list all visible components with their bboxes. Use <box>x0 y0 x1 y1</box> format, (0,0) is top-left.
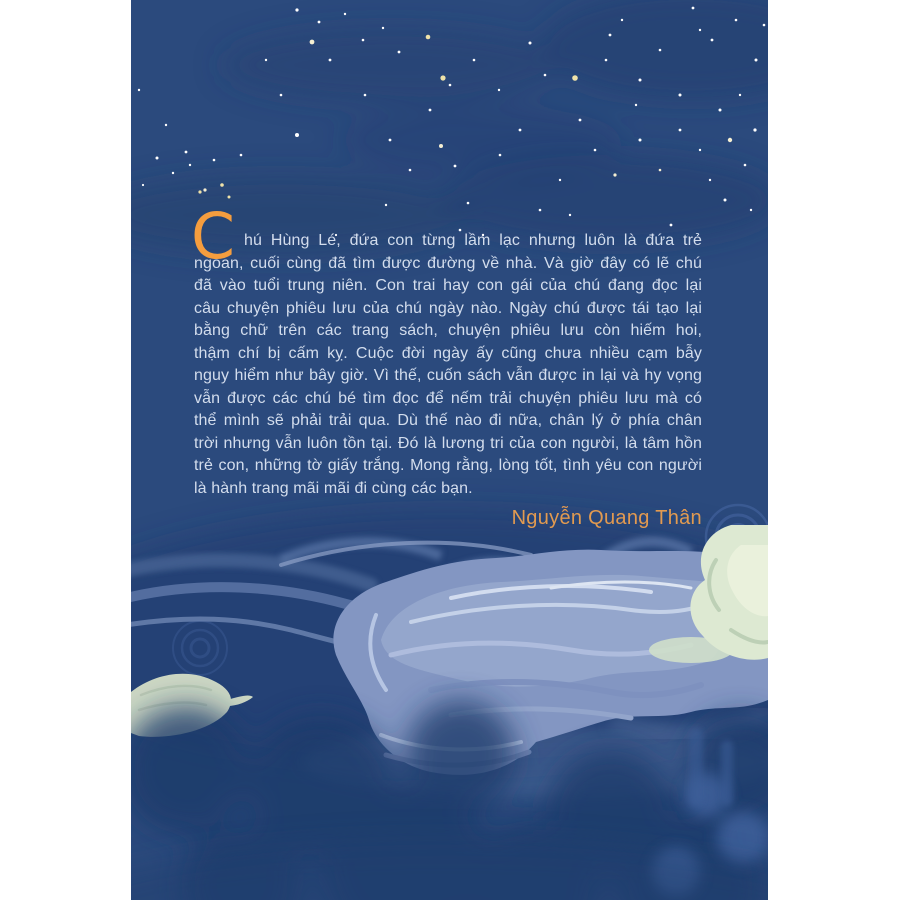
star <box>755 59 758 62</box>
star <box>744 164 747 167</box>
star <box>539 209 542 212</box>
star <box>220 183 224 187</box>
star <box>265 59 267 61</box>
star <box>295 8 298 11</box>
star <box>142 184 144 186</box>
star <box>165 124 167 126</box>
paragraph-line: là hành trang mãi mãi đi cùng các bạn. <box>194 479 473 497</box>
star <box>719 109 722 112</box>
star <box>156 157 159 160</box>
star <box>389 139 392 142</box>
star <box>185 151 188 154</box>
paragraph-line: thậm chí bị cấm kỵ. Cuộc đời ngày ấy cũng chưa nhiều cạm bẫy <box>194 344 702 362</box>
star <box>364 94 367 97</box>
paragraph-lines <box>194 230 702 500</box>
star <box>739 94 741 96</box>
star <box>544 74 547 77</box>
paragraph-line: bằng chữ trên các trang sách, chuyện phiêu lưu còn hiếm hoi, <box>194 322 702 339</box>
star <box>724 199 727 202</box>
star <box>329 59 332 62</box>
star <box>467 202 470 205</box>
star <box>519 129 522 132</box>
star <box>198 190 201 193</box>
star <box>440 75 445 80</box>
star <box>280 94 283 97</box>
star <box>189 164 191 166</box>
star <box>449 84 452 87</box>
star <box>699 149 701 151</box>
paragraph-line: hú Hùng Lé, đứa con từng lầm lạc nhưng luôn là đứa trẻ <box>244 232 702 249</box>
star <box>499 154 502 157</box>
star <box>295 133 299 137</box>
star <box>409 169 412 172</box>
star <box>692 7 695 10</box>
star <box>699 29 701 31</box>
star <box>429 109 432 112</box>
star <box>203 188 206 191</box>
synopsis-text <box>191 200 702 530</box>
star <box>613 173 616 176</box>
star <box>439 144 443 148</box>
star <box>659 169 662 172</box>
star <box>594 149 597 152</box>
paragraph-line: nguy hiểm như bây giờ. Vì thế, cuốn sách vẫn được in lại và hy vọng <box>194 367 702 384</box>
star <box>609 34 612 37</box>
star <box>382 27 384 29</box>
star <box>385 204 387 206</box>
star <box>763 24 766 27</box>
star <box>572 75 578 81</box>
paragraph-line: thể mình sẽ phải trải qua. Dù thế nào đi nữa, chân lý ở phía chân <box>194 412 702 429</box>
star <box>621 19 623 21</box>
star <box>639 139 642 142</box>
star <box>605 59 608 62</box>
star <box>473 59 476 62</box>
star <box>426 35 431 40</box>
paragraph-line: ngoan, cuối cùng đã tìm được đường về nhà. Và giờ đây có lẽ chú <box>194 254 702 272</box>
star <box>635 104 637 106</box>
star <box>711 39 714 42</box>
star <box>228 196 231 199</box>
star <box>579 119 582 122</box>
star <box>709 179 711 181</box>
star <box>750 209 752 211</box>
star <box>344 13 346 15</box>
star <box>639 79 642 82</box>
star <box>679 94 682 97</box>
star <box>172 172 174 174</box>
star <box>753 128 756 131</box>
paragraph-line: trẻ con, những tờ giấy trắng. Mong rằng, lòng tốt, tình yêu con người <box>194 457 702 474</box>
drop-cap: C <box>191 200 235 273</box>
star <box>728 138 732 142</box>
star <box>362 39 365 42</box>
page <box>131 0 768 900</box>
paragraph-line: câu chuyện phiêu lưu của chú ngày nào. Ngày chú được tái tạo lại <box>194 299 702 317</box>
star <box>310 40 315 45</box>
paragraph-line: trời nhưng vẫn luôn tồn tại. Đó là lương tri của con người, là tâm hồn <box>194 434 702 452</box>
star <box>529 42 532 45</box>
star <box>213 159 216 162</box>
star <box>679 129 682 132</box>
star <box>659 49 662 52</box>
paragraph-line: đã vào tuổi trung niên. Con trai hay con gái của chú đang đọc lại <box>194 277 702 294</box>
star <box>559 179 561 181</box>
star <box>735 19 738 22</box>
author-name: Nguyễn Quang Thân <box>511 507 702 529</box>
star <box>498 89 500 91</box>
star <box>138 89 140 91</box>
paragraph-line: vẫn được các chú bé tìm đọc để nếm trải chuyện phiêu lưu mà có <box>194 389 702 407</box>
star <box>454 165 457 168</box>
star <box>318 21 321 24</box>
star <box>240 154 243 157</box>
star <box>398 51 401 54</box>
